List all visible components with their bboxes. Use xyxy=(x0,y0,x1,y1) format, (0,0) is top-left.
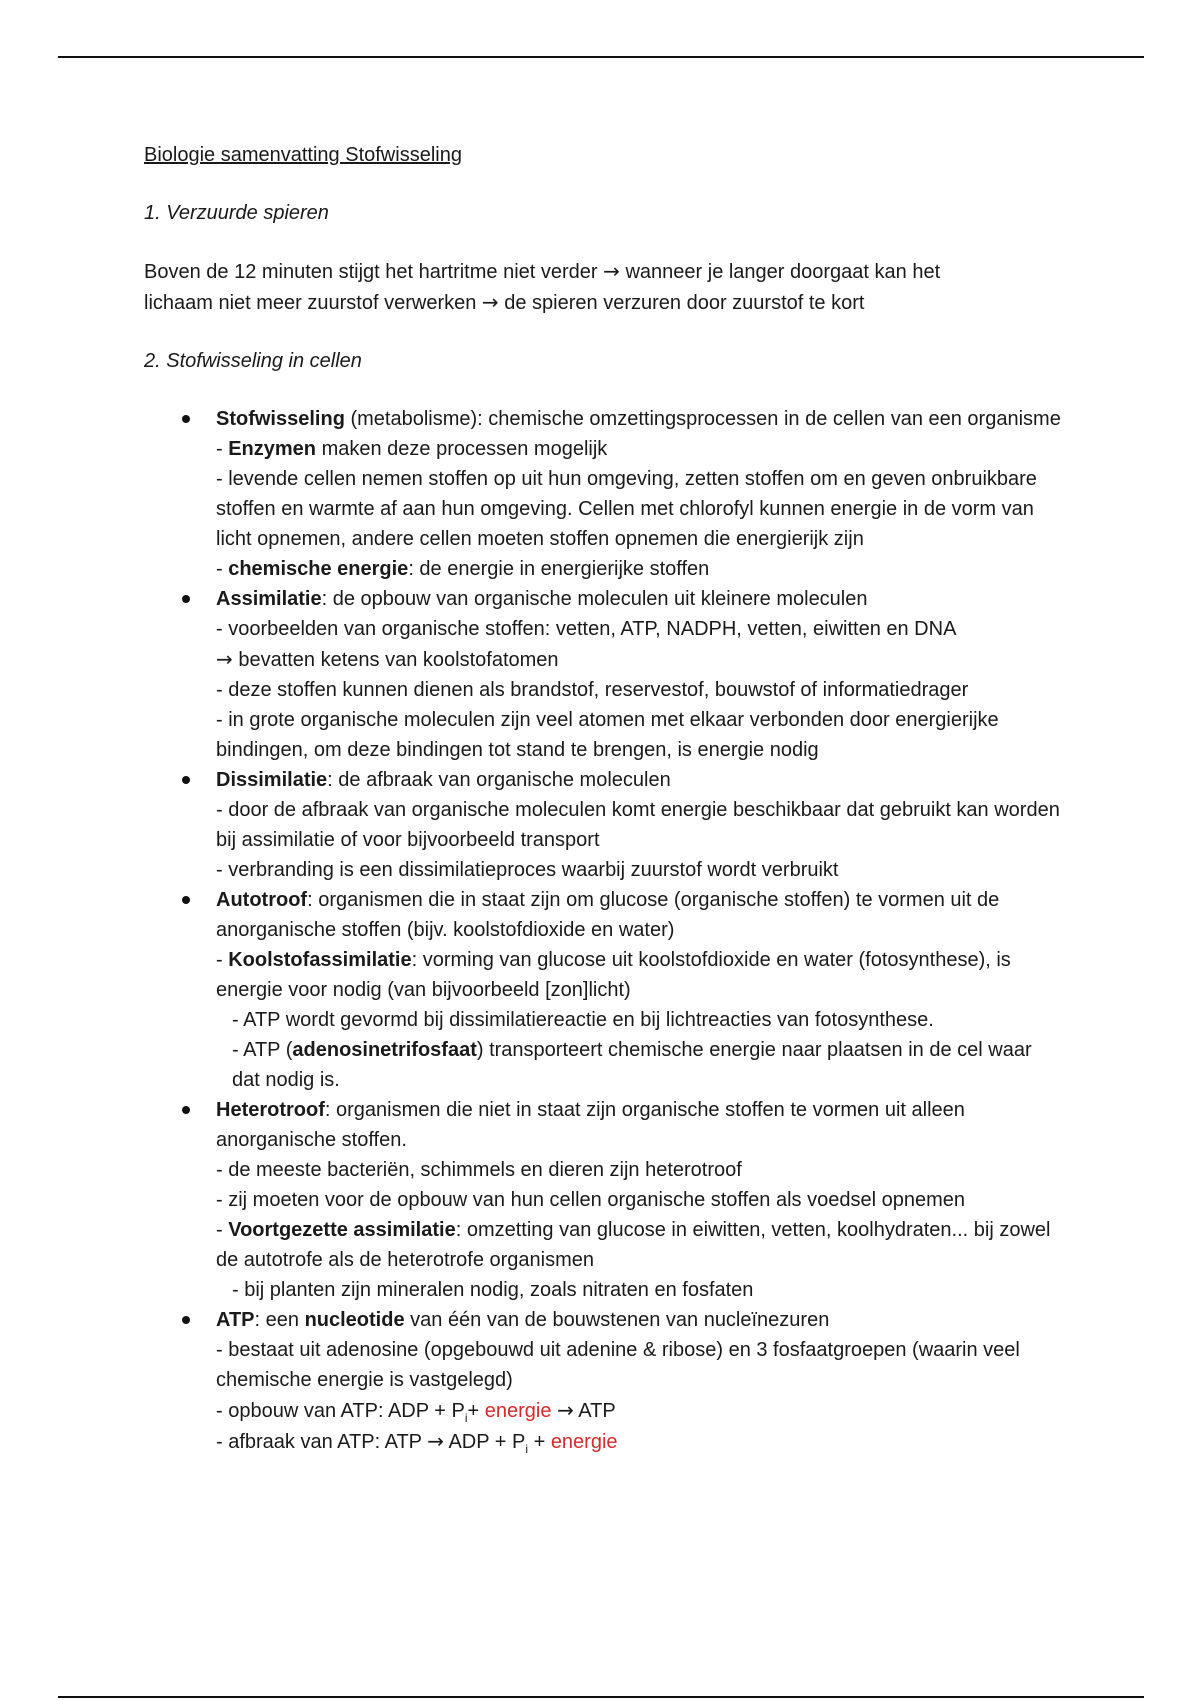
bullet-icon xyxy=(182,1316,190,1324)
energy-highlight: energie xyxy=(550,1431,618,1453)
term: Assimilatie xyxy=(216,588,322,610)
term: adenosinetrifosfaat xyxy=(292,1039,477,1061)
atp-opbouw-formula: - opbouw van ATP: ADP + $P_i+$ energie → ATP xyxy=(216,1398,616,1425)
term: Koolstofassimilatie xyxy=(228,949,412,971)
term: Voortgezette assimilatie xyxy=(228,1219,456,1241)
arrow-right-icon: → xyxy=(216,647,233,671)
bullet-icon xyxy=(182,1106,190,1114)
term: chemische energie xyxy=(228,558,409,580)
list-item-dissimilatie: Dissimilatie: de afbraak van organische moleculen - door de afbraak van organische moleculen komt energie beschikbaar dat gebruikt kan worden bij assimilatie of voor bijvoorbeeld transport - verbranding is een dissimilatieproces waarbij zuurstof wordt verbruikt xyxy=(144,765,1064,885)
list-item-autotroof: Autotroof: organismen die in staat zijn om glucose (organische stoffen) te vormen uit de anorganische stoffen (bijv. koolstofdioxide en water) - Koolstofassimilatie: vorming van glucose uit koolstofdioxide en water (fotosynthese), is energie voor nodig (van bijvoorbeeld [zon]licht) - ATP wordt gevormd bij dissimilatiereactie en bij lichtreacties van fotosynthese. - ATP (adenosinetrifosfaat) transporteert chemische energie naar plaatsen in de cel waar dat nodig is. xyxy=(144,885,1064,1095)
list-item-heterotroof: Heterotroof: organismen die niet in staat zijn organische stoffen te vormen uit alleen anorganische stoffen. - de meeste bacteriën, schimmels en dieren zijn heterotroof - zij moeten voor de opbouw van hun cellen organische stoffen als voedsel opnemen - Voortgezette assimilatie: omzetting van glucose in eiwitten, vetten, koolhydraten... bij zowel de autotrofe als de heterotrofe organismen - bij planten zijn mineralen nodig, zoals nitraten en fosfaten xyxy=(144,1095,1064,1305)
paragraph-line: Boven de 12 minuten stijgt het hartritme niet verder → wanneer je langer doorgaat kan het xyxy=(144,259,941,283)
energy-highlight: energie xyxy=(484,1400,552,1422)
bullet-icon xyxy=(182,415,190,423)
term: nucleotide xyxy=(304,1309,405,1331)
term: Heterotroof xyxy=(216,1099,325,1121)
term: ATP xyxy=(216,1309,255,1331)
paragraph-verzuurde-spieren xyxy=(144,256,1064,318)
arrow-right-icon: → xyxy=(557,1398,574,1422)
list-item-assimilatie: Assimilatie: de opbouw van organische moleculen uit kleinere moleculen - voorbeelden van organische stoffen: vetten, ATP, NADPH, vetten, eiwitten en DNA → bevatten ketens van koolstofatomen - deze stoffen kunnen dienen als brandstof, reservestof, bouwstof of informatiedrager - in grote organische moleculen zijn veel atomen met elkaar verbonden door energierijke bindingen, om deze bindingen tot stand te brengen, is energie nodig xyxy=(144,584,1064,765)
bullet-icon xyxy=(182,776,190,784)
list-item-stofwisseling: Stofwisseling (metabolisme): chemische omzettingsprocessen in de cellen van een organisme - Enzymen maken deze processen mogelijk - levende cellen nemen stoffen op uit hun omgeving, zetten stoffen om en geven onbruikbare stoffen en warmte af aan hun omgeving. Cellen met chlorofyl kunnen energie in de vorm van licht opnemen, andere cellen moeten stoffen opnemen die energierijk zijn - chemische energie: de energie in energierijke stoffen xyxy=(144,404,1064,584)
bullet-list xyxy=(144,404,1064,1457)
arrow-right-icon: → xyxy=(603,259,620,283)
footer-rule xyxy=(58,1696,1144,1698)
atp-afbraak-formula: - afbraak van ATP: ATP → ADP + $P_i$ + energie xyxy=(216,1429,618,1456)
section-heading-1: 1. Verzuurde spieren xyxy=(144,202,329,224)
arrow-right-icon: → xyxy=(427,1429,444,1453)
bullet-icon xyxy=(182,896,190,904)
paragraph-line: lichaam niet meer zuurstof verwerken → de spieren verzuren door zuurstof te kort xyxy=(144,290,865,314)
header-rule xyxy=(58,56,1144,58)
section-heading-2: 2. Stofwisseling in cellen xyxy=(144,350,362,372)
document-title: Biologie samenvatting Stofwisseling xyxy=(144,144,462,166)
list-item-atp: ATP: een nucleotide van één van de bouwstenen van nucleïnezuren - bestaat uit adenosine (opgebouwd uit adenine & ribose) en 3 fosfaatgroepen (waarin veel chemische energie is vastgelegd) - opbouw van ATP: ADP + $P_i+$ energie → ATP - afbraak van ATP: ATP → ADP + $P_i$ + energie xyxy=(144,1305,1064,1457)
term: Dissimilatie xyxy=(216,769,328,791)
arrow-right-icon: → xyxy=(481,290,499,314)
term: Autotroof xyxy=(216,889,308,911)
term: Stofwisseling xyxy=(216,408,345,430)
term: Enzymen xyxy=(228,438,317,460)
document-body xyxy=(144,140,1064,1457)
bullet-icon xyxy=(182,595,190,603)
